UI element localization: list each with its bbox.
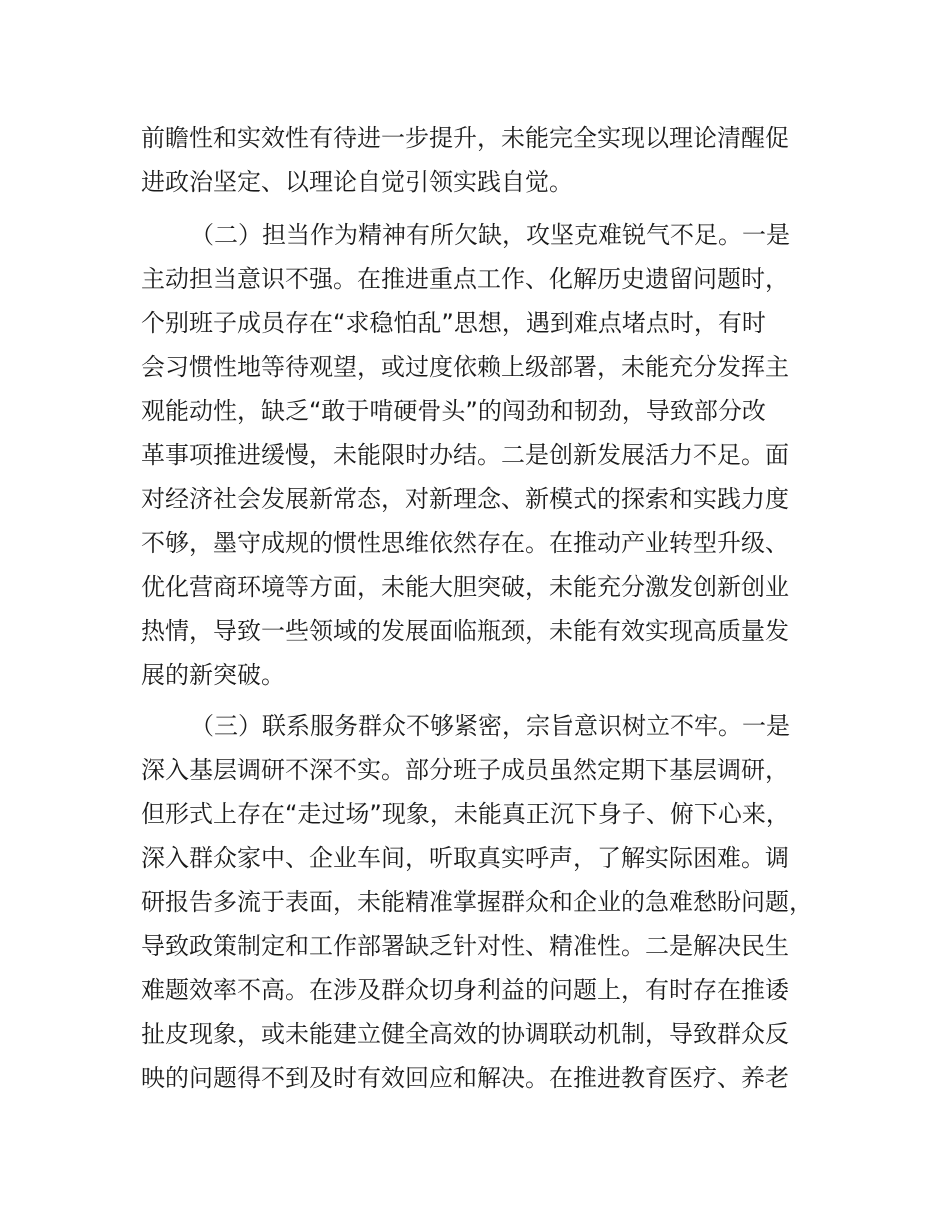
text-line: 会习惯性地等待观望，或过度依赖上级部署，未能充分发挥主 [141, 353, 789, 381]
text-line: 扯皮现象，或未能建立健全高效的协调联动机制，导致群众反 [141, 1020, 789, 1048]
text-line: 热情，导致一些领域的发展面临瓶颈，未能有效实现高质量发 [141, 617, 789, 645]
text-line: 主动担当意识不强。在推进重点工作、化解历史遗留问题时， [141, 265, 789, 293]
text-line: 映的问题得不到及时有效回应和解决。在推进教育医疗、养老 [141, 1064, 789, 1092]
text-line: 个别班子成员存在“求稳怕乱”思想，遇到难点堵点时，有时 [141, 309, 766, 337]
text-line: 难题效率不高。在涉及群众切身利益的问题上，有时存在推诿 [141, 976, 789, 1004]
text-line: 对经济社会发展新常态，对新理念、新模式的探索和实践力度 [141, 485, 789, 513]
text-line: 深入群众家中、企业车间，听取真实呼声，了解实际困难。调 [141, 844, 789, 872]
text-line: 深入基层调研不深不实。部分班子成员虽然定期下基层调研， [141, 756, 789, 784]
text-line: 进政治坚定、以理论自觉引领实践自觉。 [141, 168, 573, 196]
text-line: 但形式上存在“走过场”现象，未能真正沉下身子、俯下心来， [141, 800, 790, 828]
section-heading-3: （三）联系服务群众不够紧密，宗旨意识树立不牢。一是 [190, 712, 790, 740]
text-line: 研报告多流于表面，未能精准掌握群众和企业的急难愁盼问题， [141, 888, 813, 916]
text-line: 前瞻性和实效性有待进一步提升，未能完全实现以理论清醒促 [141, 124, 789, 152]
text-line: 观能动性，缺乏“敢于啃硬骨头”的闯劲和韧劲，导致部分改 [141, 397, 766, 425]
text-line: 优化营商环境等方面，未能大胆突破，未能充分激发创新创业 [141, 573, 789, 601]
text-line: 革事项推进缓慢，未能限时办结。二是创新发展活力不足。面 [141, 441, 789, 469]
text-line: 展的新突破。 [141, 661, 285, 689]
text-line: 不够，墨守成规的惯性思维依然存在。在推动产业转型升级、 [141, 529, 789, 557]
section-heading-2: （二）担当作为精神有所欠缺，攻坚克难锐气不足。一是 [190, 221, 790, 249]
text-line: 导致政策制定和工作部署缺乏针对性、精准性。二是解决民生 [141, 932, 789, 960]
